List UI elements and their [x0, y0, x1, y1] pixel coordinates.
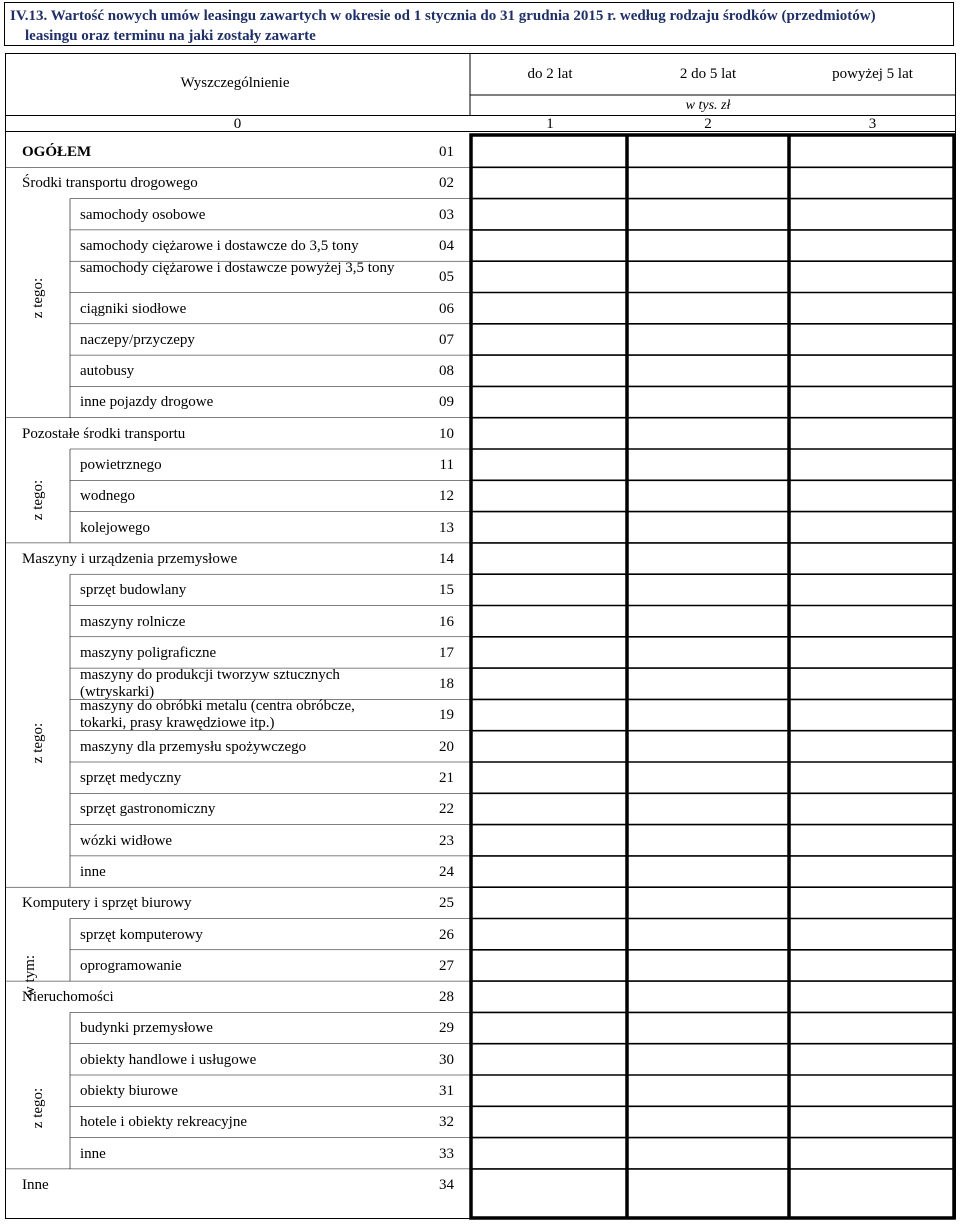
row-code: 32 [439, 1114, 454, 1131]
row-label: kolejowego [80, 519, 150, 536]
row-label: obiekty handlowe i usługowe [80, 1051, 257, 1068]
row-label: samochody ciężarowe i dostawcze powyżej 3,5 tony [80, 260, 395, 277]
row-code: 25 [439, 895, 454, 912]
header-index-0: 0 [233, 116, 242, 132]
row-code: 13 [439, 519, 454, 536]
row-label: inne [80, 863, 106, 880]
title-line-2: leasingu oraz terminu na jaki zostały zawarte [25, 28, 316, 44]
row-code: 15 [439, 582, 454, 599]
row-label: powietrznego [80, 457, 162, 473]
row-label: maszyny dla przemysłu spożywczego [80, 738, 307, 755]
row-label: ciągniki siodłowe [80, 300, 187, 317]
row-label: budynki przemysłowe [80, 1020, 213, 1037]
row-label: Nieruchomości [22, 989, 114, 1006]
row-code: 26 [439, 926, 454, 943]
row-code: 23 [439, 832, 454, 849]
row-label: samochody ciężarowe i dostawcze do 3,5 tony [80, 237, 359, 254]
row-code: 24 [439, 863, 454, 880]
row-code: 09 [439, 394, 454, 411]
row-code: 22 [439, 801, 454, 818]
row-label: maszyny rolnicze [80, 613, 186, 630]
row-label: OGÓŁEM [22, 144, 92, 160]
row-label: autobusy [80, 363, 135, 380]
header-index-1: 1 [546, 116, 554, 132]
row-code: 06 [439, 300, 454, 317]
row-label: Środki transportu drogowego [22, 175, 198, 192]
row-label: Maszyny i urządzenia przemysłowe [22, 550, 238, 567]
row-label: sprzęt medyczny [80, 770, 182, 786]
row-code: 05 [439, 269, 454, 286]
row-code: 34 [439, 1176, 454, 1193]
row-code: 11 [439, 457, 454, 473]
header-spec: Wyszczególnienie [180, 75, 290, 91]
group-label-other-transport: z tego: [30, 479, 46, 521]
row-code: 19 [439, 707, 454, 724]
row-code: 21 [439, 770, 454, 786]
row-label: maszyny do produkcji tworzyw sztucznych (wtryskarki) [80, 667, 340, 701]
row-label: sprzęt komputerowy [80, 926, 203, 943]
header-col-3: powyżej 5 lat [832, 66, 913, 82]
row-label: maszyny poligraficzne [80, 644, 217, 661]
row-label: oprogramowanie [80, 957, 182, 974]
row-code: 07 [439, 331, 454, 348]
header-unit: w tys. zł [685, 98, 731, 113]
header-index-3: 3 [868, 116, 877, 132]
group-label-real-estate: z tego: [30, 1087, 46, 1129]
row-code: 03 [439, 206, 454, 223]
row-label: maszyny do obróbki metalu (centra obróbcze, tokarki, prasy krawędziowe itp.) [80, 698, 355, 732]
row-label: wózki widłowe [80, 832, 173, 849]
row-code: 12 [439, 488, 454, 505]
header-col-2: 2 do 5 lat [679, 66, 737, 82]
row-code: 02 [439, 175, 454, 192]
row-label: sprzęt gastronomiczny [80, 801, 216, 818]
row-label: obiekty biurowe [80, 1083, 178, 1099]
row-code: 33 [439, 1145, 454, 1162]
row-code: 31 [439, 1083, 454, 1099]
row-label: naczepy/przyczepy [80, 331, 195, 348]
row-label: samochody osobowe [80, 206, 206, 223]
row-label: inne pojazdy drogowe [80, 394, 214, 411]
group-label-machines: z tego: [30, 722, 46, 764]
row-code: 29 [439, 1020, 454, 1037]
row-label: hotele i obiekty rekreacyjne [80, 1114, 248, 1131]
title-line-1: IV.13. Wartość nowych umów leasingu zawartych w okresie od 1 stycznia do 31 grudnia 2015 r. według rodzaju środków (przedmiotów) [10, 8, 876, 24]
row-code: 08 [439, 363, 454, 380]
row-code: 18 [439, 676, 454, 693]
row-code: 10 [439, 425, 454, 442]
row-code: 27 [439, 957, 454, 974]
group-label-computers: w tym: [22, 954, 38, 998]
row-label: wodnego [80, 488, 135, 505]
header-index-2: 2 [704, 116, 712, 132]
row-code: 20 [439, 738, 454, 755]
row-code: 30 [439, 1051, 454, 1068]
row-code: 04 [439, 237, 454, 254]
row-label: Komputery i sprzęt biurowy [22, 895, 192, 912]
row-label: inne [80, 1145, 106, 1162]
row-code: 14 [439, 550, 454, 567]
row-code: 17 [439, 644, 454, 661]
row-code: 28 [439, 989, 454, 1006]
row-code: 16 [439, 613, 454, 630]
row-label: Pozostałe środki transportu [22, 425, 186, 442]
row-label: Inne [22, 1176, 49, 1193]
header-col-1: do 2 lat [527, 66, 573, 82]
row-label: sprzęt budowlany [80, 582, 187, 599]
row-code: 01 [439, 144, 454, 160]
group-label-road: z tego: [30, 277, 46, 319]
